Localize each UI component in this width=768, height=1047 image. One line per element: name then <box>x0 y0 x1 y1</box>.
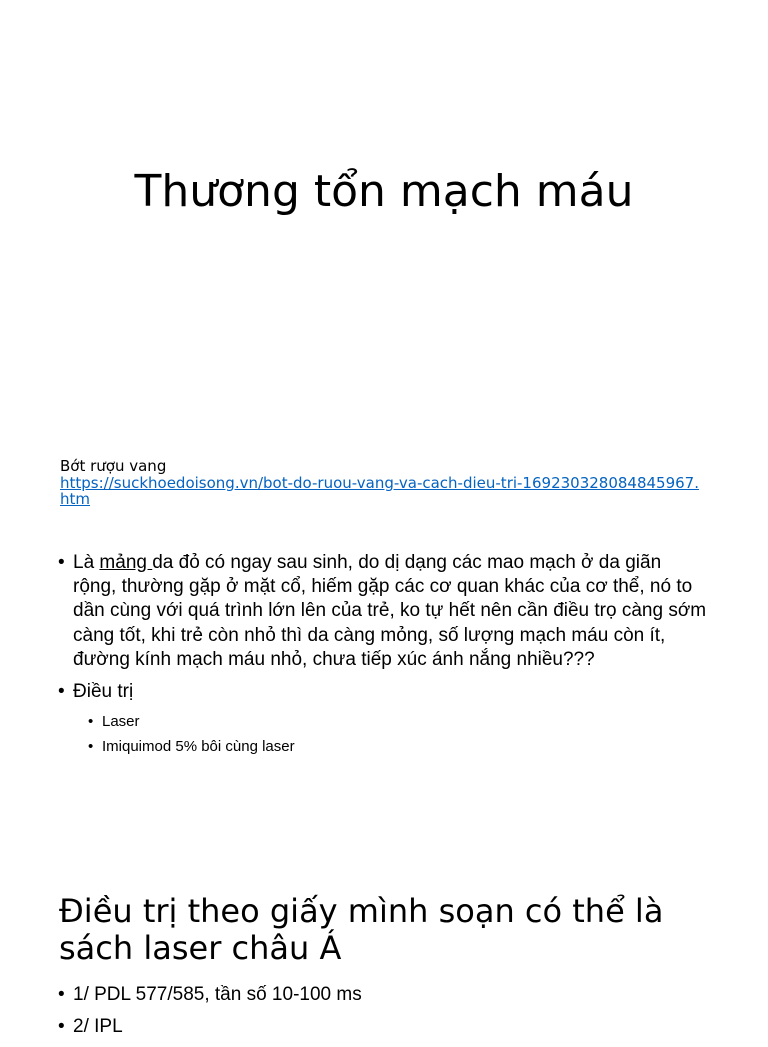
slide-title: Thương tổn mạch máu <box>134 166 634 217</box>
reference-link[interactable]: https://suckhoedoisong.vn/bot-do-ruou-vang-va-cach-dieu-tri-169230328084845967.htm <box>60 474 699 508</box>
sub-bullet-imiquimod: • Imiquimod 5% bôi cùng laser <box>58 737 708 756</box>
bullet-list <box>58 551 708 762</box>
sub-bullet-laser: • Laser <box>58 712 708 731</box>
treatment-item-ipl: • 2/ IPL <box>58 1015 708 1039</box>
reference-note <box>60 457 720 507</box>
bullet-treatment: • Điều trị <box>58 680 708 704</box>
bullet-text-underlined: mảng <box>99 552 153 573</box>
treatment-item-pdl: • 1/ PDL 577/585, tần số 10-100 ms <box>58 983 708 1007</box>
bullet-description <box>58 551 708 672</box>
treatment-list <box>58 983 708 1047</box>
bullet-text-prefix: Là <box>73 552 100 573</box>
section-heading: Điều trị theo giấy mình soạn có thể là sách laser châu Á <box>59 892 664 967</box>
note-label: Bớt rượu vang <box>60 457 167 475</box>
bullet-text-rest: da đỏ có ngay sau sinh, do dị dạng các mao mạch ở da giãn rộng, thường gặp ở mặt cổ, hiếm gặp các cơ quan khác của cơ thể, nó to dần cùng với quá trình lớn lên của trẻ, ko tự hết nên cần điều trọ càng sớm càng tốt, khi trẻ còn nhỏ thì da càng mỏng, số lượng mạch máu còn ít, đường kính mạch máu nhỏ, chưa tiếp xúc ánh nắng nhiều??? <box>73 552 707 670</box>
